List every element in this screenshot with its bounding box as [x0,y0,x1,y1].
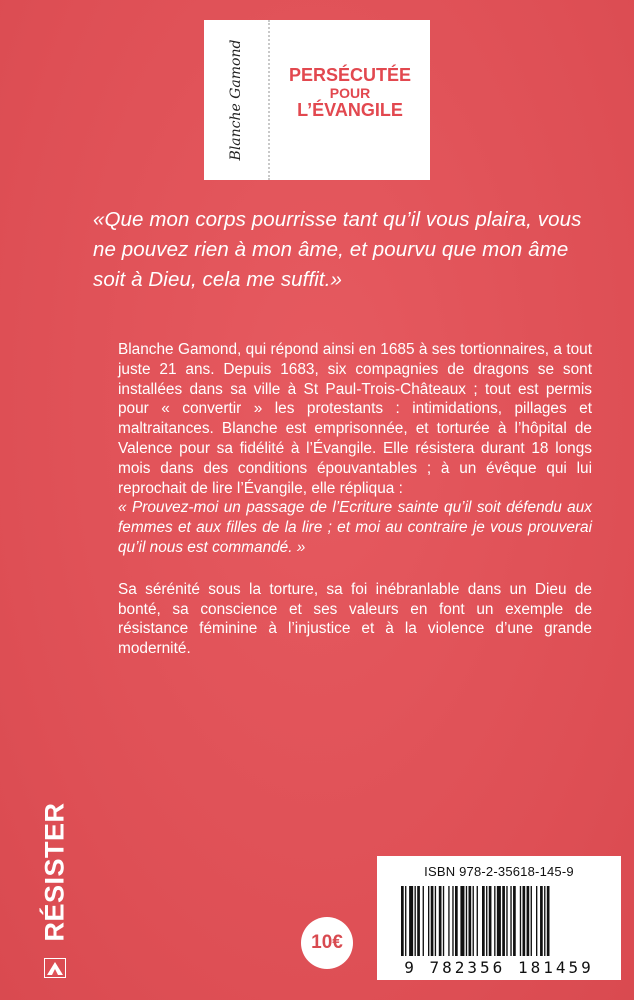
epigraph-quote: «Que mon corps pourrisse tant qu’il vous plaira, vous ne pouvez rien à mon âme, et pourvu que mon âme soit à Dieu, cela me suffit.» [93,208,582,291]
barcode-graphic [401,886,597,956]
blurb-paragraph-2: Sa sérénité sous la torture, sa foi inébranlable dans un Dieu de bonté, sa conscience et ses valeurs en font un exemple de résistance féminine à l’injustice et à la violence d’une grande modernité. [118,580,592,658]
publisher-mark-icon [44,958,66,978]
barcode-digits: 9 782356 181459 [404,958,594,977]
publisher-logo-text: RÉSISTER [39,802,70,942]
title-line-1: PERSÉCUTÉE [288,65,412,85]
barcode-panel [377,856,621,980]
publisher-logo [40,792,70,982]
blurb-paragraph-1: Blanche Gamond, qui répond ainsi en 1685 à ses tortionnaires, a tout juste 21 ans. Depuis 1683, six compagnies de dragons se sont installées dans sa ville à St Paul-Trois-Châteaux ; tout est permis pour « convertir » les protestants : intimidations, pillages et maltraitances. Blanche est emprisonnée, et torturée à l’hôpital de Valence pour sa fidélité à l’Évangile. Elle résistera durant 18 longs mois dans des conditions épouvantables ; à un évêque qui lui reprochait de lire l’Évangile, elle répliqua : [118,341,592,497]
author-name: Blanche Gamond [228,39,244,161]
blurb-paragraph-1-quote: « Prouvez-moi un passage de l’Ecriture sainte qu’il soit défendu aux femmes et aux filles de la lire ; et moi au contraire je vous prouverai qu’il nous est commandé. » [118,499,592,556]
title-line-2: POUR [329,84,371,101]
blurb [118,340,592,659]
title-line-3: L’ÉVANGILE [297,100,403,121]
title-plate [204,20,430,180]
price-badge: 10€ [301,917,353,969]
author-strip [204,20,270,180]
isbn-label: ISBN 978-2-35618-145-9 [424,864,574,879]
book-title [270,66,430,121]
